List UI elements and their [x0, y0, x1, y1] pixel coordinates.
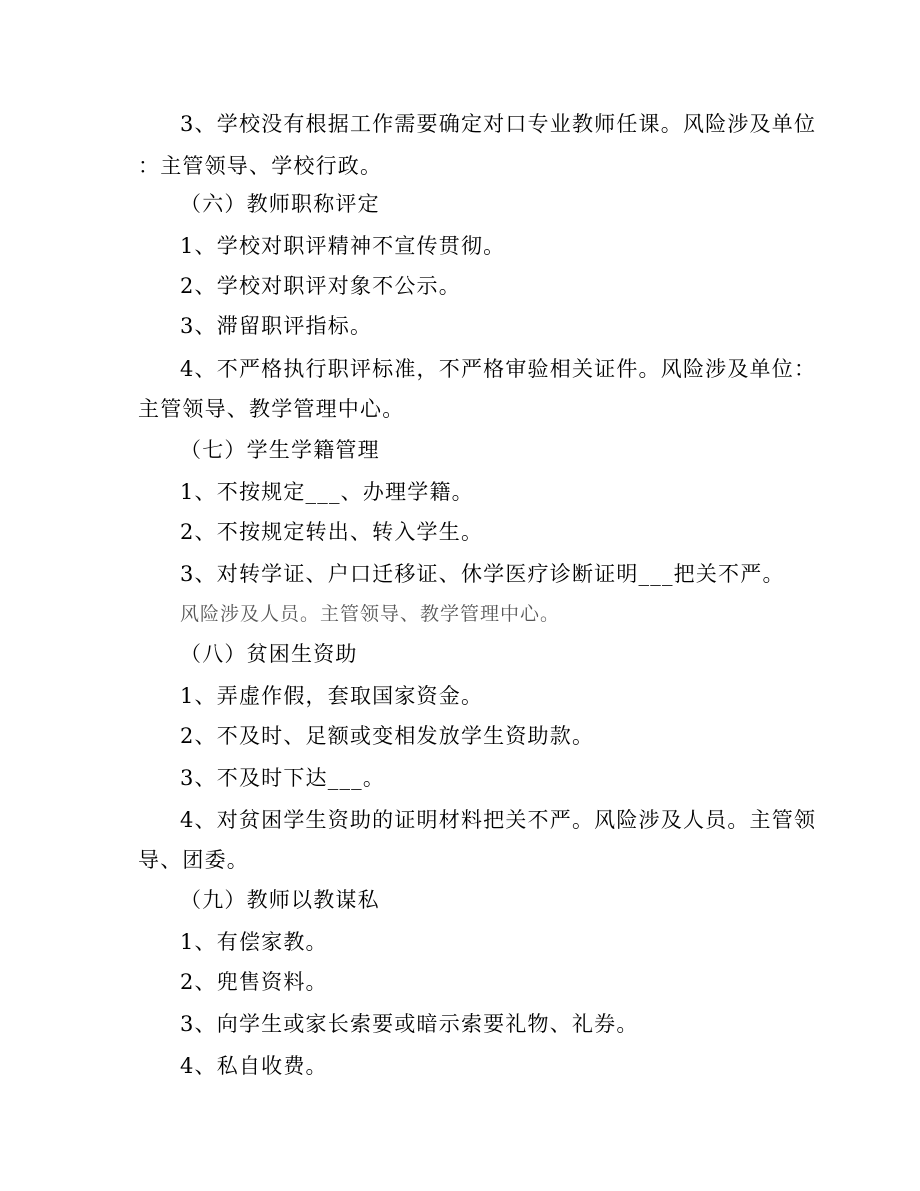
paragraph-line: 3、向学生或家长索要或暗示索要礼物、礼券。 [180, 1012, 639, 1036]
paragraph-line: 2、学校对职评对象不公示。 [180, 274, 461, 298]
risk-note: 风险涉及人员。主管领导、教学管理中心。 [180, 603, 561, 625]
paragraph-line: 主管领导、教学管理中心。 [138, 397, 405, 421]
paragraph-line: 导、团委。 [138, 848, 249, 872]
paragraph-line: 4、对贫困学生资助的证明材料把关不严。风险涉及人员。主管领 [180, 808, 817, 832]
section-heading: （八）贫困生资助 [180, 642, 358, 666]
paragraph-line: 1、不按规定___、办理学籍。 [180, 480, 474, 504]
paragraph-line: 1、弄虚作假，套取国家资金。 [180, 684, 484, 708]
section-heading: （六）教师职称评定 [180, 192, 380, 216]
paragraph-line: 1、学校对职评精神不宣传贯彻。 [180, 234, 506, 258]
paragraph-line: 3、不及时下达___。 [180, 766, 386, 790]
paragraph-line: 3、学校没有根据工作需要确定对口专业教师任课。风险涉及单位 [180, 112, 817, 136]
paragraph-line: 2、不及时、足额或变相发放学生资助款。 [180, 724, 595, 748]
paragraph-line: ：主管领导、学校行政。 [138, 154, 383, 178]
paragraph-line: 4、不严格执行职评标准，不严格审验相关证件。风险涉及单位： [180, 357, 817, 381]
paragraph-line: 2、兜售资料。 [180, 970, 328, 994]
paragraph-line: 2、不按规定转出、转入学生。 [180, 520, 484, 544]
paragraph-line: 1、有偿家教。 [180, 930, 328, 954]
paragraph-line: 3、滞留职评指标。 [180, 314, 373, 338]
section-heading: （七）学生学籍管理 [180, 438, 380, 462]
section-heading: （九）教师以教谋私 [180, 888, 380, 912]
paragraph-line: 3、对转学证、户口迁移证、休学医疗诊断证明___把关不严。 [180, 562, 785, 586]
paragraph-line: 4、私自收费。 [180, 1054, 328, 1078]
